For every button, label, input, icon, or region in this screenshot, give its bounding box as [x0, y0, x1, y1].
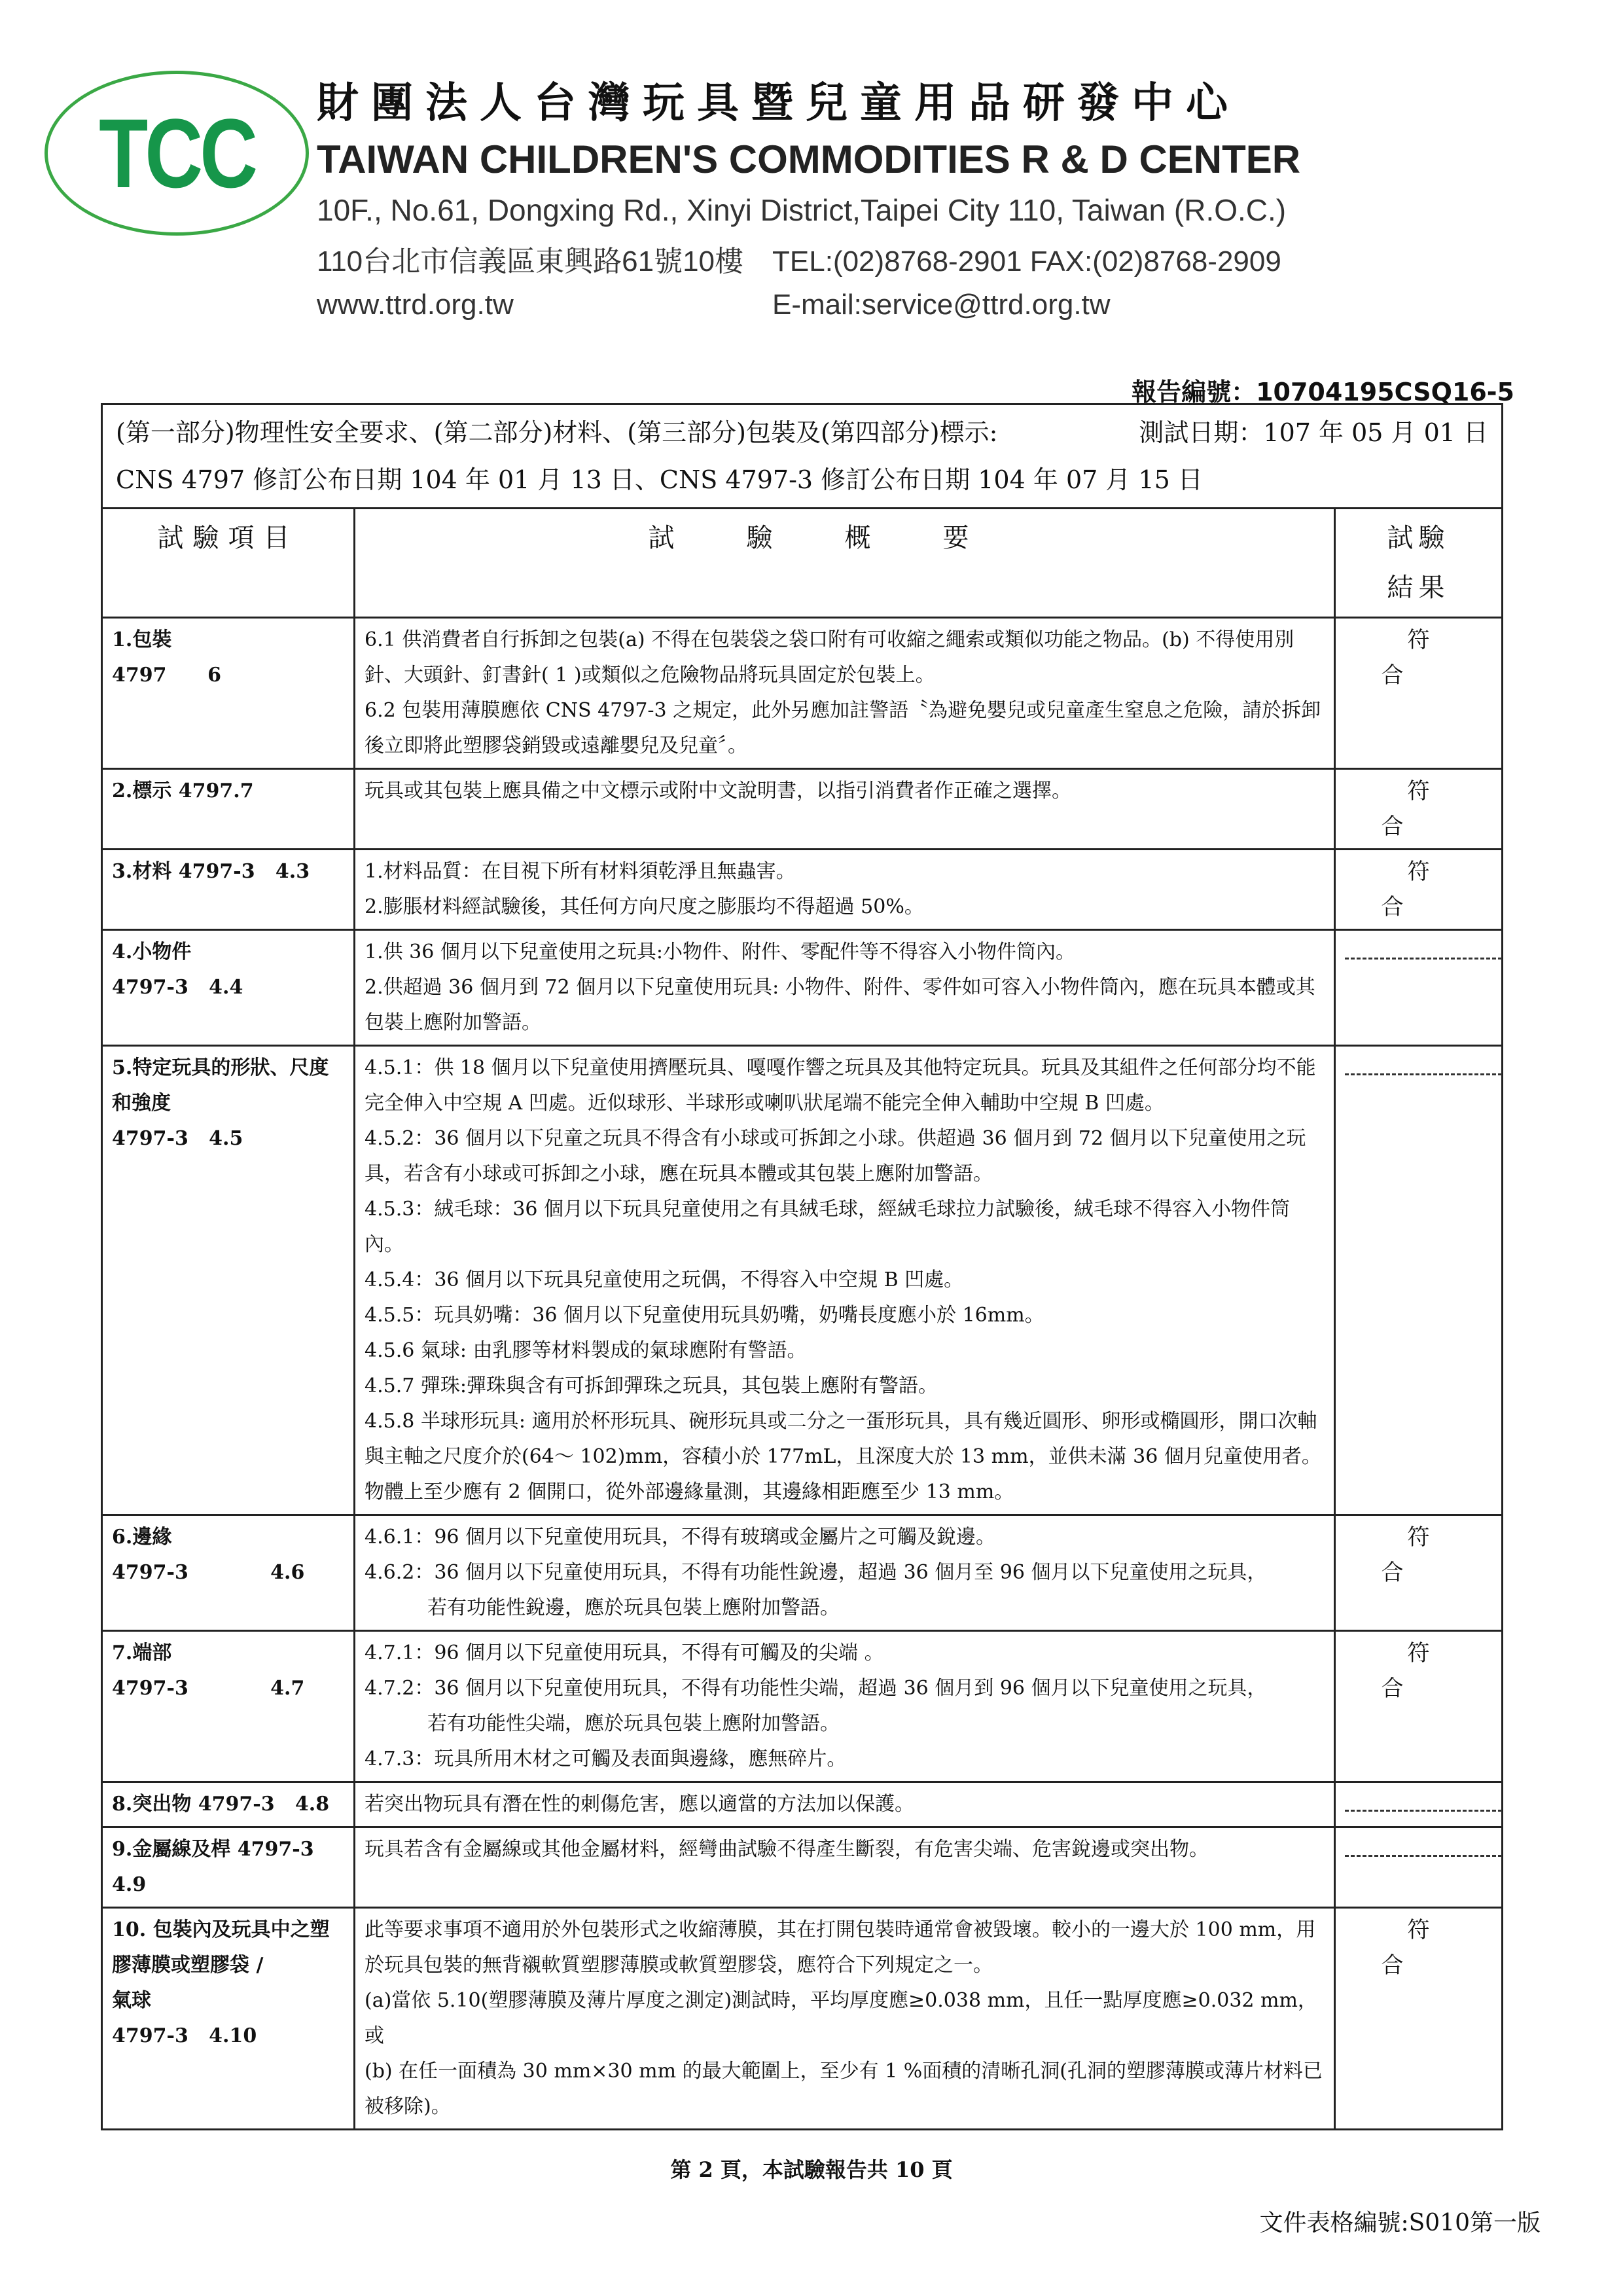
org-name-en: TAIWAN CHILDREN'S COMMODITIES R & D CENTER: [317, 137, 1301, 181]
column-header-row: [102, 509, 1503, 618]
table-title-cell: [102, 404, 1503, 509]
summary-line: 4.5.7 彈珠:彈珠與含有可拆卸彈珠之玩具，其包裝上應附有警語。: [365, 1374, 938, 1397]
test-item-cell: [102, 1046, 355, 1515]
test-item-label: 2.標示 4797.7: [112, 780, 254, 802]
address-en: 10F., No.61, Dongxing Rd., Xinyi District,Taipei City 110, Taiwan (R.O.C.): [317, 193, 1287, 227]
test-result-cell: [1335, 1908, 1503, 2130]
summary-line: 6.2 包裝用薄膜應依 CNS 4797-3 之規定，此外另應加註警語〝為避免嬰兒或兒童產生窒息之危險，請於拆卸後立即將此塑膠袋銷毀或遠離嬰兒及兒童〞。: [365, 699, 1321, 757]
test-item-label: 1.包裝 4797 6: [112, 628, 222, 687]
form-number: 文件表格編號:S010第一版: [1259, 2210, 1541, 2236]
test-summary-cell: [355, 769, 1335, 850]
summary-line: 4.6.2：36 個月以下兒童使用玩具，不得有功能性銳邊，超過 36 個月至 96 個月以下兒童使用之玩具，: [365, 1561, 1267, 1584]
summary-line: 6.1 供消費者自行拆卸之包裝(a) 不得在包裝袋之袋口附有可收縮之繩索或類似功能之物品。(b) 不得使用別針、大頭針、釘書針( 1 )或類似之危險物品將玩具固定於包裝上。: [365, 628, 1294, 687]
logo-text: TCC: [98, 98, 255, 208]
website-link[interactable]: www.ttrd.org.tw: [317, 289, 514, 321]
summary-line: (b) 在任一面積為 30 mm×30 mm 的最大範圍上，至少有 1 %面積的清晰孔洞(孔洞的塑膠薄膜或薄片材料已被移除)。: [365, 2060, 1323, 2118]
test-summary-cell: [355, 1046, 1335, 1515]
test-item-label: 9.金屬線及桿 4797-3 4.9: [112, 1838, 314, 1896]
summary-line: (a)當依 5.10(塑膠薄膜及薄片厚度之測定)測試時，平均厚度應≥0.038 mm，且任一點厚度應≥0.032 mm，或: [365, 1989, 1317, 2047]
standard-revision-dates: CNS 4797 修訂公布日期 104 年 01 月 13 日、CNS 4797-3 修訂公布日期 104 年 07 月 15 日: [116, 465, 1203, 494]
summary-line: 2.膨脹材料經試驗後，其任何方向尺度之膨脹均不得超過 50%。: [365, 895, 924, 918]
summary-line: 4.7.1：96 個月以下兒童使用玩具，不得有可觸及的尖端 。: [365, 1641, 884, 1664]
test-item-label: 3.材料 4797-3 4.3: [112, 860, 310, 883]
test-item-cell: [102, 769, 355, 850]
test-result-cell: [1335, 1827, 1503, 1908]
table-row: [102, 1631, 1503, 1782]
table-row: [102, 1046, 1503, 1515]
result-pass: 符合: [1381, 1524, 1482, 1586]
summary-line: 1.材料品質：在目視下所有材料須乾淨且無蟲害。: [365, 860, 796, 883]
table-title-row: [102, 404, 1503, 509]
not-applicable-dash: [1345, 1810, 1502, 1812]
summary-line: 4.5.3：絨毛球：36 個月以下玩具兒童使用之有具絨毛球，經絨毛球拉力試驗後，絨毛球不得容入小物件筒內。: [365, 1198, 1291, 1256]
column-header-summary: 試驗概要: [355, 509, 1335, 618]
standard-parts-title: (第一部分)物理性安全要求、(第二部分)材料、(第三部分)包裝及(第四部分)標示:: [116, 418, 998, 447]
test-summary-cell: [355, 1782, 1335, 1827]
test-item-cell: [102, 850, 355, 930]
summary-line: 4.5.2：36 個月以下兒童之玩具不得含有小球或可拆卸之小球。供超過 36 個月到 72 個月以下兒童使用之玩具，若含有小球或可拆卸之小球，應在玩具本體或其包裝上應附加警語。: [365, 1127, 1306, 1185]
page-number: 第 2 頁，本試驗報告共 10 頁: [670, 2157, 953, 2182]
table-row: [102, 850, 1503, 930]
test-item-label: 7.端部 4797-3 4.7: [112, 1641, 305, 1700]
tcc-logo: [45, 71, 309, 236]
result-pass: 符合: [1381, 1640, 1482, 1702]
table-row: [102, 930, 1503, 1046]
summary-line: 1.供 36 個月以下兒童使用之玩具:小物件、附件、零配件等不得容入小物件筒內。: [365, 941, 1075, 963]
test-item-cell: [102, 1908, 355, 2130]
test-result-cell: [1335, 1631, 1503, 1782]
test-result-cell: [1335, 1515, 1503, 1631]
test-result-cell: [1335, 769, 1503, 850]
test-item-label: 8.突出物 4797-3 4.8: [112, 1793, 330, 1816]
test-summary-cell: [355, 1827, 1335, 1908]
summary-line: 4.5.8 半球形玩具: 適用於杯形玩具、碗形玩具或二分之一蛋形玩具，具有幾近圓形、卵形或橢圓形，開口次軸與主軸之尺度介於(64～ 102)mm，容積小於 177mL，且深度大於 13 mm，並供未滿 36 個月兒童使用者。物體上至少應有 2 個開口，從外部邊緣量測，其邊緣相距應至少 13 mm。: [365, 1410, 1321, 1503]
summary-line: 若突出物玩具有潛在性的刺傷危害，應以適當的方法加以保護。: [365, 1793, 914, 1816]
table-row: [102, 769, 1503, 850]
not-applicable-dash: [1345, 958, 1502, 960]
address-cn: 110台北市信義區東興路61號10樓: [317, 245, 744, 278]
summary-line: 若有功能性尖端，應於玩具包裝上應附加警語。: [427, 1712, 840, 1735]
column-header-result: 試驗 結果: [1335, 509, 1503, 618]
test-result-cell: [1335, 1046, 1503, 1515]
summary-line: 4.5.6 氣球: 由乳膠等材料製成的氣球應附有警語。: [365, 1339, 807, 1362]
not-applicable-dash: [1345, 1855, 1502, 1857]
column-header-item: 試驗項目: [102, 509, 355, 618]
test-date: 測試日期：107 年 05 月 01 日: [1139, 418, 1489, 447]
test-result-cell: [1335, 618, 1503, 769]
summary-line: 玩具或其包裝上應具備之中文標示或附中文說明書，以指引消費者作正確之選擇。: [365, 780, 1071, 802]
test-summary-cell: [355, 1515, 1335, 1631]
summary-line: 4.5.5：玩具奶嘴：36 個月以下兒童使用玩具奶嘴，奶嘴長度應小於 16mm。: [365, 1304, 1044, 1327]
test-result-cell: [1335, 930, 1503, 1046]
summary-line: 此等要求事項不適用於外包裝形式之收縮薄膜，其在打開包裝時通常會被毀壞。較小的一邊大於 100 mm，用於玩具包裝的無背襯軟質塑膠薄膜或軟質塑膠袋，應符合下列規定之一。: [365, 1918, 1316, 1977]
summary-line: 玩具若含有金屬線或其他金屬材料，經彎曲試驗不得產生斷裂，有危害尖端、危害銳邊或突出物。: [365, 1838, 1209, 1861]
summary-line: 4.5.1：供 18 個月以下兒童使用擠壓玩具、嘎嘎作響之玩具及其他特定玩具。玩具及其組件之任何部分均不能完全伸入中空規 A 凹處。近似球形、半球形或喇叭狀尾端不能完全伸入輔助中空規 B 凹處。: [365, 1056, 1316, 1115]
test-item-label: 6.邊緣 4797-3 4.6: [112, 1526, 305, 1584]
org-name-cn: 財團法人台灣玩具暨兒童用品研發中心: [317, 79, 1240, 128]
test-summary-cell: [355, 1631, 1335, 1782]
test-item-label: 4.小物件 4797-3 4.4: [112, 941, 243, 999]
tel-fax: TEL:(02)8768-2901 FAX:(02)8768-2909: [772, 245, 1281, 278]
email-link[interactable]: E-mail:service@ttrd.org.tw: [772, 289, 1111, 321]
summary-line: 4.6.1：96 個月以下兒童使用玩具，不得有玻璃或金屬片之可觸及銳邊。: [365, 1526, 996, 1549]
test-item-cell: [102, 1782, 355, 1827]
table-row: [102, 618, 1503, 769]
test-item-label: 5.特定玩具的形狀、尺度和強度 4797-3 4.5: [112, 1056, 329, 1150]
summary-line: 4.7.3：玩具所用木材之可觸及表面與邊緣，應無碎片。: [365, 1748, 847, 1770]
not-applicable-dash: [1345, 1073, 1502, 1075]
test-result-cell: [1335, 1782, 1503, 1827]
result-pass: 符合: [1381, 778, 1482, 840]
test-item-label: 10. 包裝內及玩具中之塑膠薄膜或塑膠袋 / 氣球 4797-3 4.10: [112, 1918, 330, 2047]
table-row: [102, 1515, 1503, 1631]
test-item-cell: [102, 1827, 355, 1908]
test-item-cell: [102, 1515, 355, 1631]
test-summary-cell: [355, 930, 1335, 1046]
test-item-cell: [102, 618, 355, 769]
test-summary-cell: [355, 1908, 1335, 2130]
result-pass: 符合: [1381, 1917, 1482, 1979]
table-row: [102, 1782, 1503, 1827]
report-number: 報告編號：10704195CSQ16-5: [1132, 378, 1514, 406]
result-pass: 符合: [1381, 859, 1482, 920]
test-summary-cell: [355, 618, 1335, 769]
summary-line: 4.5.4：36 個月以下玩具兒童使用之玩偶，不得容入中空規 B 凹處。: [365, 1268, 964, 1291]
summary-line: 4.7.2：36 個月以下兒童使用玩具，不得有功能性尖端，超過 36 個月到 96 個月以下兒童使用之玩具，: [365, 1677, 1267, 1700]
summary-line: 若有功能性銳邊，應於玩具包裝上應附加警語。: [427, 1596, 840, 1619]
test-result-cell: [1335, 850, 1503, 930]
test-report-table: [101, 403, 1503, 2130]
table-row: [102, 1827, 1503, 1908]
result-pass: 符合: [1381, 627, 1482, 689]
summary-line: 2.供超過 36 個月到 72 個月以下兒童使用玩具: 小物件、附件、零件如可容入小物件筒內，應在玩具本體或其包裝上應附加警語。: [365, 976, 1315, 1034]
table-row: [102, 1908, 1503, 2130]
test-summary-cell: [355, 850, 1335, 930]
test-item-cell: [102, 1631, 355, 1782]
test-item-cell: [102, 930, 355, 1046]
